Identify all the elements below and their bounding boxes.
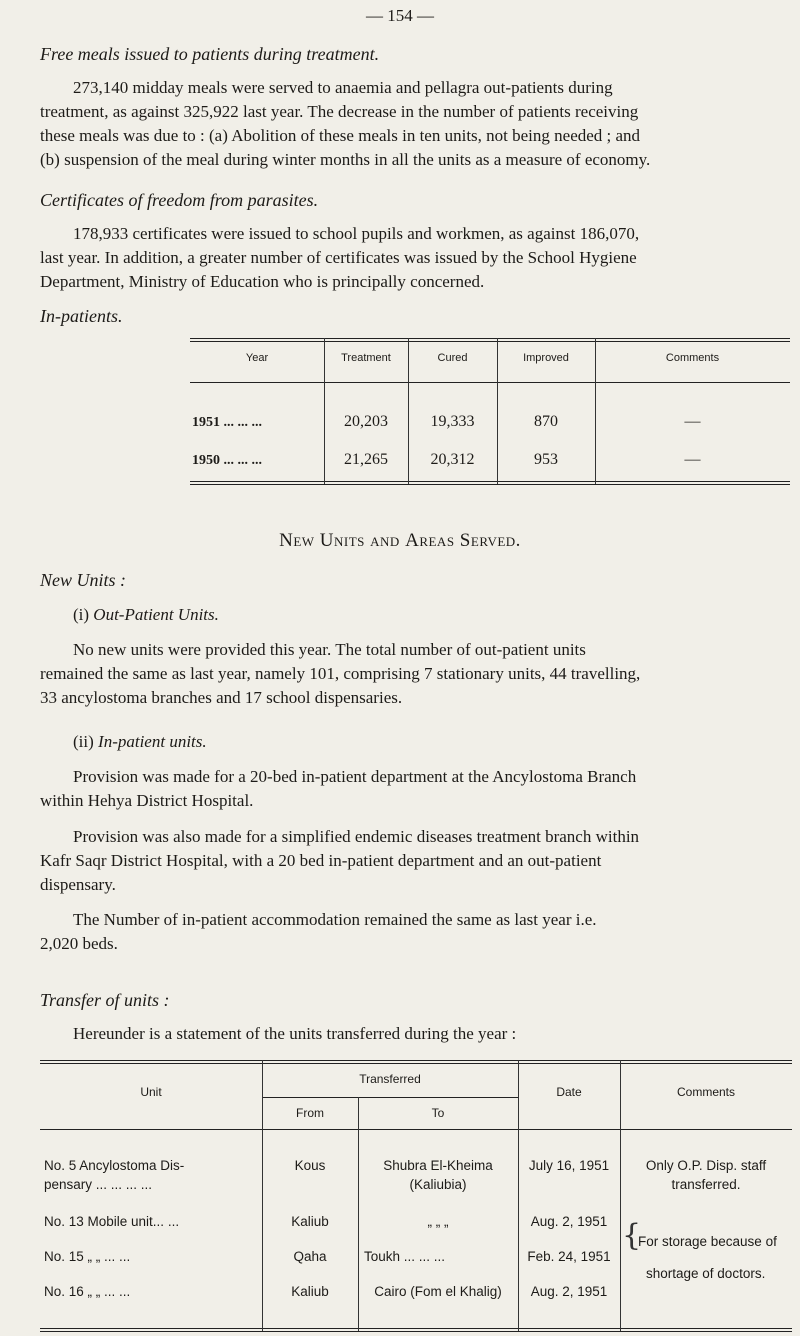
t2-header-transferred: Transferred [359, 1072, 421, 1086]
t2-row2-from: Kaliub [291, 1214, 329, 1229]
new-units-title: New Units and Areas Served. [279, 530, 521, 551]
transfer-table [40, 1060, 800, 1332]
t2-row2-to: „ „ „ [427, 1214, 449, 1229]
t2-row3-unit: No. 15 „ „ ... ... [44, 1249, 131, 1264]
in-patients-heading: In-patients. [40, 306, 123, 326]
row-1950-comments: — [684, 451, 701, 468]
row-1951-cured: 19,333 [430, 413, 475, 430]
in-patient-p1-line-1: Provision was made for a 20-bed in-patient department at the Ancylostoma Branch [73, 767, 637, 786]
t2-row1-to-l2: (Kaliubia) [409, 1177, 467, 1192]
t2-group-comment-l2: shortage of doctors. [646, 1266, 766, 1281]
t2-row4-unit: No. 16 „ „ ... ... [44, 1284, 131, 1299]
out-patient-line-2: remained the same as last year, namely 101, comprising 7 stationary units, 44 travelling, [40, 664, 641, 683]
in-patient-p2-line-3: dispensary. [40, 875, 116, 894]
t2-header-to: To [431, 1106, 445, 1120]
in-patient-p3-line-2: 2,020 beds. [40, 934, 118, 953]
in-patient-p2-line-1: Provision was also made for a simplified endemic diseases treatment branch within [73, 827, 640, 846]
t2-row1-to-l1: Shubra El-Kheima [383, 1158, 493, 1173]
free-meals-line-2: treatment, as against 325,922 last year. The decrease in the number of patients receiving [40, 102, 639, 121]
in-patients-table [190, 338, 800, 488]
row-1951-improved: 870 [534, 413, 558, 430]
t2-row1-comment-l1: Only O.P. Disp. staff [645, 1158, 767, 1173]
header-comments: Comments [665, 352, 720, 364]
in-patient-p2-line-2: Kafr Saqr District Hospital, with a 20 bed in-patient department and an out-patient [40, 851, 602, 870]
out-patient-line-1: No new units were provided this year. The total number of out-patient units [73, 640, 586, 659]
certificates-line-2: last year. In addition, a greater number of certificates was issued by the School Hygiene [40, 248, 637, 267]
row-1950-year: 1950 ... ... ... [192, 453, 262, 468]
free-meals-line-1: 273,140 midday meals were served to anaemia and pellagra out-patients during [73, 78, 613, 97]
t2-header-comments: Comments [676, 1085, 735, 1099]
new-units-subheading: New Units : [40, 570, 127, 590]
t2-row4-date: Aug. 2, 1951 [530, 1284, 608, 1299]
row-1951-comments: — [684, 413, 701, 430]
t2-group-comment-l1: For storage because of [638, 1234, 777, 1249]
t2-row1-from: Kous [294, 1158, 326, 1173]
header-year: Year [245, 352, 269, 364]
t2-header-unit: Unit [140, 1085, 162, 1099]
header-improved: Improved [523, 352, 569, 364]
out-patient-line-3: 33 ancylostoma branches and 17 school dispensaries. [40, 688, 403, 707]
header-treatment: Treatment [341, 352, 391, 364]
t2-row4-to: Cairo (Fom el Khalig) [374, 1284, 502, 1299]
t2-row1-unit-l1: No. 5 Ancylostoma Dis- [44, 1158, 185, 1173]
free-meals-line-4: (b) suspension of the meal during winter months in all the units as a measure of economy. [40, 150, 651, 169]
in-patient-p1-line-2: within Hehya District Hospital. [40, 791, 254, 810]
free-meals-heading: Free meals issued to patients during treatment. [40, 44, 380, 64]
t2-header-date: Date [556, 1085, 582, 1099]
t2-row3-from: Qaha [293, 1249, 327, 1264]
row-1951-treatment: 20,203 [344, 413, 388, 430]
comment-brace: { [622, 1218, 642, 1253]
t2-row4-from: Kaliub [291, 1284, 329, 1299]
t2-row1-date: July 16, 1951 [528, 1158, 610, 1173]
t2-row2-unit: No. 13 Mobile unit... ... [44, 1214, 180, 1229]
t2-row3-date: Feb. 24, 1951 [527, 1249, 611, 1264]
row-1950-treatment: 21,265 [344, 451, 388, 468]
free-meals-line-3: these meals was due to : (a) Abolition of these meals in ten units, not being needed ; and [40, 126, 641, 145]
row-1950-cured: 20,312 [430, 451, 475, 468]
certificates-heading: Certificates of freedom from parasites. [40, 190, 319, 210]
t2-row1-unit-l2: pensary ... ... ... ... [44, 1177, 153, 1192]
row-1951-year: 1951 ... ... ... [192, 415, 262, 430]
in-patient-p3-line-1: The Number of in-patient accommodation remained the same as last year i.e. [73, 910, 597, 929]
t2-row2-date: Aug. 2, 1951 [530, 1214, 608, 1229]
transfer-heading: Transfer of units : [40, 990, 170, 1010]
t2-row1-comment-l2: transferred. [671, 1177, 741, 1192]
row-1950-improved: 953 [534, 451, 558, 468]
out-patient-heading: (i) Out-Patient Units. [73, 605, 219, 624]
certificates-line-3: Department, Ministry of Education who is principally concerned. [40, 272, 485, 291]
certificates-line-1: 178,933 certificates were issued to school pupils and workmen, as against 186,070, [73, 224, 640, 243]
page-number: — 154 — [366, 6, 434, 25]
transfer-intro: Hereunder is a statement of the units transferred during the year : [73, 1024, 517, 1043]
t2-row3-to: Toukh ... ... ... [364, 1249, 446, 1264]
in-patient-heading: (ii) In-patient units. [73, 732, 207, 751]
header-cured: Cured [437, 352, 468, 364]
t2-header-from: From [296, 1106, 324, 1120]
